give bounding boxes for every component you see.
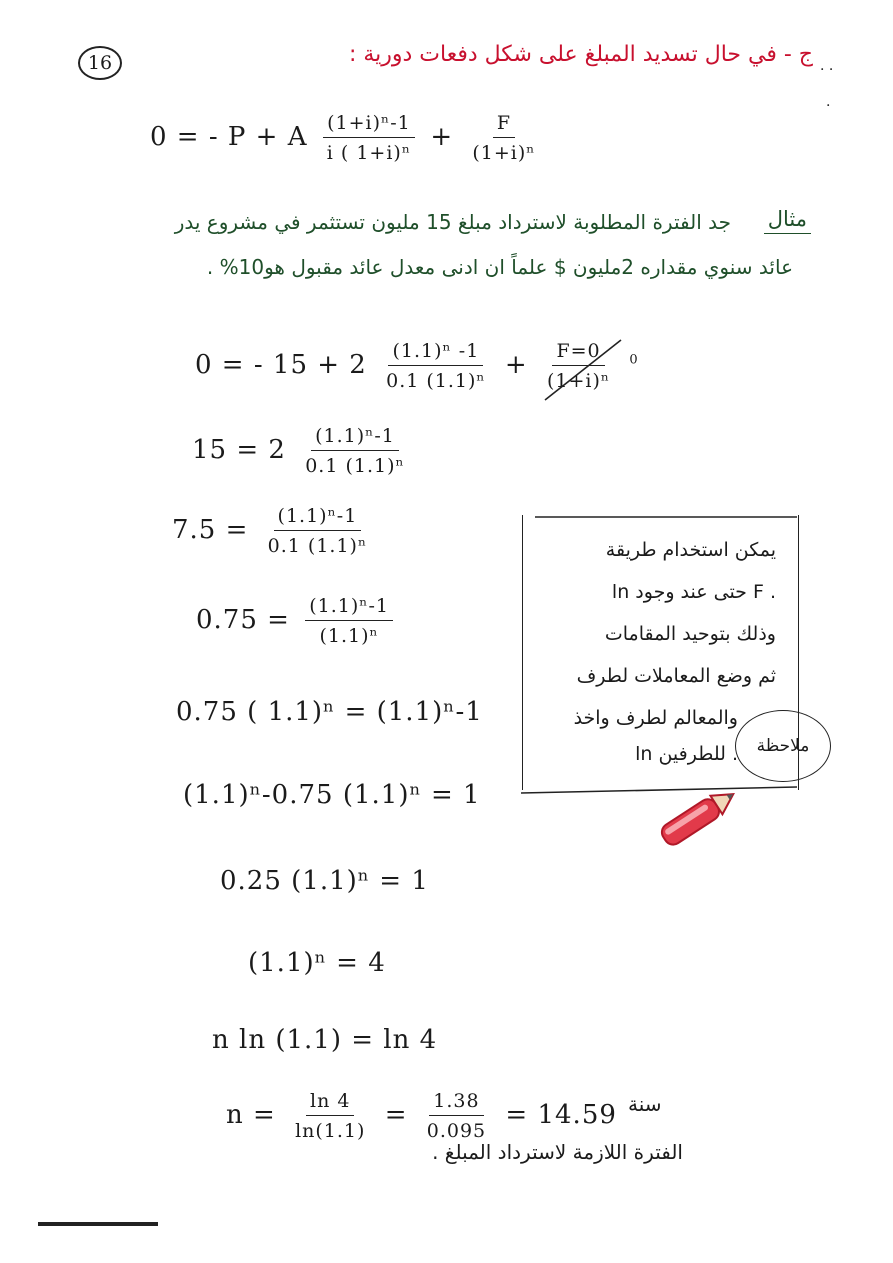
final-result — [226, 1090, 617, 1142]
line-2: (1.1)ⁿ-0.75 (1.1)ⁿ = 1 — [183, 780, 481, 810]
final-caption: الفترة اللازمة لاسترداد المبلغ . — [432, 1140, 683, 1164]
step-3-numerator: (1.1)ⁿ-1 — [274, 505, 362, 531]
case-heading: ج - في حال تسديد المبلغ على شكل دفعات دورية : — [348, 42, 813, 67]
margin-dots-top: · · — [820, 62, 834, 78]
note-line-1: يمكن استخدام طريقة — [605, 539, 776, 561]
final-equals: = — [384, 1100, 408, 1130]
step-4-fraction — [305, 595, 393, 647]
line-1: 0.75 ( 1.1)ⁿ = (1.1)ⁿ-1 — [176, 697, 483, 727]
step-1-numerator: (1.1)ⁿ -1 — [388, 340, 483, 366]
final-frac2-denominator: 0.095 — [426, 1120, 487, 1142]
final-value: = 14.59 — [505, 1100, 617, 1130]
step-2-denominator: 0.1 (1.1)ⁿ — [305, 455, 405, 477]
note-line-6: ln للطرفين . — [635, 743, 738, 765]
step-3-fraction — [264, 505, 372, 557]
line-5: n ln (1.1) = ln 4 — [212, 1025, 438, 1055]
page-number: 16 — [78, 46, 122, 80]
step-1: 0 = - 15 + 2 $\frac{\text{(1.1)ⁿ -1}}{\text{0.1 (1.1)ⁿ}}$ + $\frac{F=0}{\text{(1+i)ⁿ}}$ $^0$ — [195, 340, 639, 392]
step-1-fraction — [382, 340, 490, 392]
final-fraction-2 — [423, 1090, 490, 1142]
final-unit: سنة — [628, 1092, 662, 1116]
formula-plus: + — [430, 122, 454, 152]
line-3: 0.25 (1.1)ⁿ = 1 — [220, 866, 429, 896]
step-4-denominator: (1.1)ⁿ — [319, 625, 379, 647]
step-4-lhs: 0.75 = — [196, 605, 290, 635]
final-frac1-denominator: ln(1.1) — [295, 1120, 366, 1142]
step-1-tail-denominator: (1+i)ⁿ — [546, 370, 611, 392]
note-label: ملاحظة — [735, 710, 831, 782]
example-label: مثال — [764, 207, 811, 234]
final-fraction-1 — [291, 1090, 369, 1142]
pencil-icon — [648, 782, 748, 852]
step-3 — [172, 505, 377, 557]
formula-fraction-1 — [323, 112, 415, 164]
step-3-denominator: 0.1 (1.1)ⁿ — [267, 535, 368, 557]
strike-through-mark — [539, 334, 629, 404]
step-1-zero-mark: 0 — [629, 352, 639, 368]
margin-dots-second: · — [826, 98, 831, 114]
note-line-3: وذلك بتوحيد المقامات — [604, 623, 776, 645]
example-line-2: عائد سنوي مقداره 2مليون $ علماً ان ادنى معدل عائد مقبول هو10% . — [206, 255, 793, 279]
line-4: (1.1)ⁿ = 4 — [248, 948, 386, 978]
formula-frac2-numerator: F — [493, 112, 515, 138]
final-frac2-numerator: 1.38 — [429, 1090, 483, 1116]
scan-edge-line — [38, 1222, 158, 1226]
formula-frac1-denominator: i ( 1+i)ⁿ — [326, 142, 412, 164]
formula-lhs: 0 = - P + A — [150, 122, 308, 152]
step-1-denominator: 0.1 (1.1)ⁿ — [386, 370, 486, 392]
step-2-lhs: 15 = 2 — [192, 435, 286, 465]
step-3-lhs: 7.5 = — [172, 515, 249, 545]
step-1-lhs: 0 = - 15 + 2 — [195, 350, 367, 380]
step-4-numerator: (1.1)ⁿ-1 — [305, 595, 393, 621]
formula-fraction-2 — [468, 112, 539, 164]
note-line-5: والمعالم لطرف واخذ — [573, 707, 738, 729]
note-line-2: ln حتى عند وجود F . — [611, 581, 776, 603]
step-1-fraction-crossed — [543, 340, 614, 392]
final-n: n = — [226, 1100, 276, 1130]
step-2 — [192, 425, 415, 477]
example-line-1: جد الفترة المطلوبة لاسترداد مبلغ 15 مليون تستثمر في مشروع يدر — [174, 210, 731, 234]
final-frac1-numerator: ln 4 — [306, 1090, 354, 1116]
step-4 — [196, 595, 399, 647]
formula-frac2-denominator: (1+i)ⁿ — [472, 142, 536, 164]
step-2-numerator: (1.1)ⁿ-1 — [311, 425, 399, 451]
general-formula — [150, 112, 546, 164]
step-1-tail-numerator: F=0 — [552, 340, 604, 366]
step-2-fraction — [301, 425, 409, 477]
formula-frac1-numerator: (1+i)ⁿ-1 — [323, 112, 415, 138]
note-line-4: ثم وضع المعاملات لطرف — [576, 665, 776, 687]
